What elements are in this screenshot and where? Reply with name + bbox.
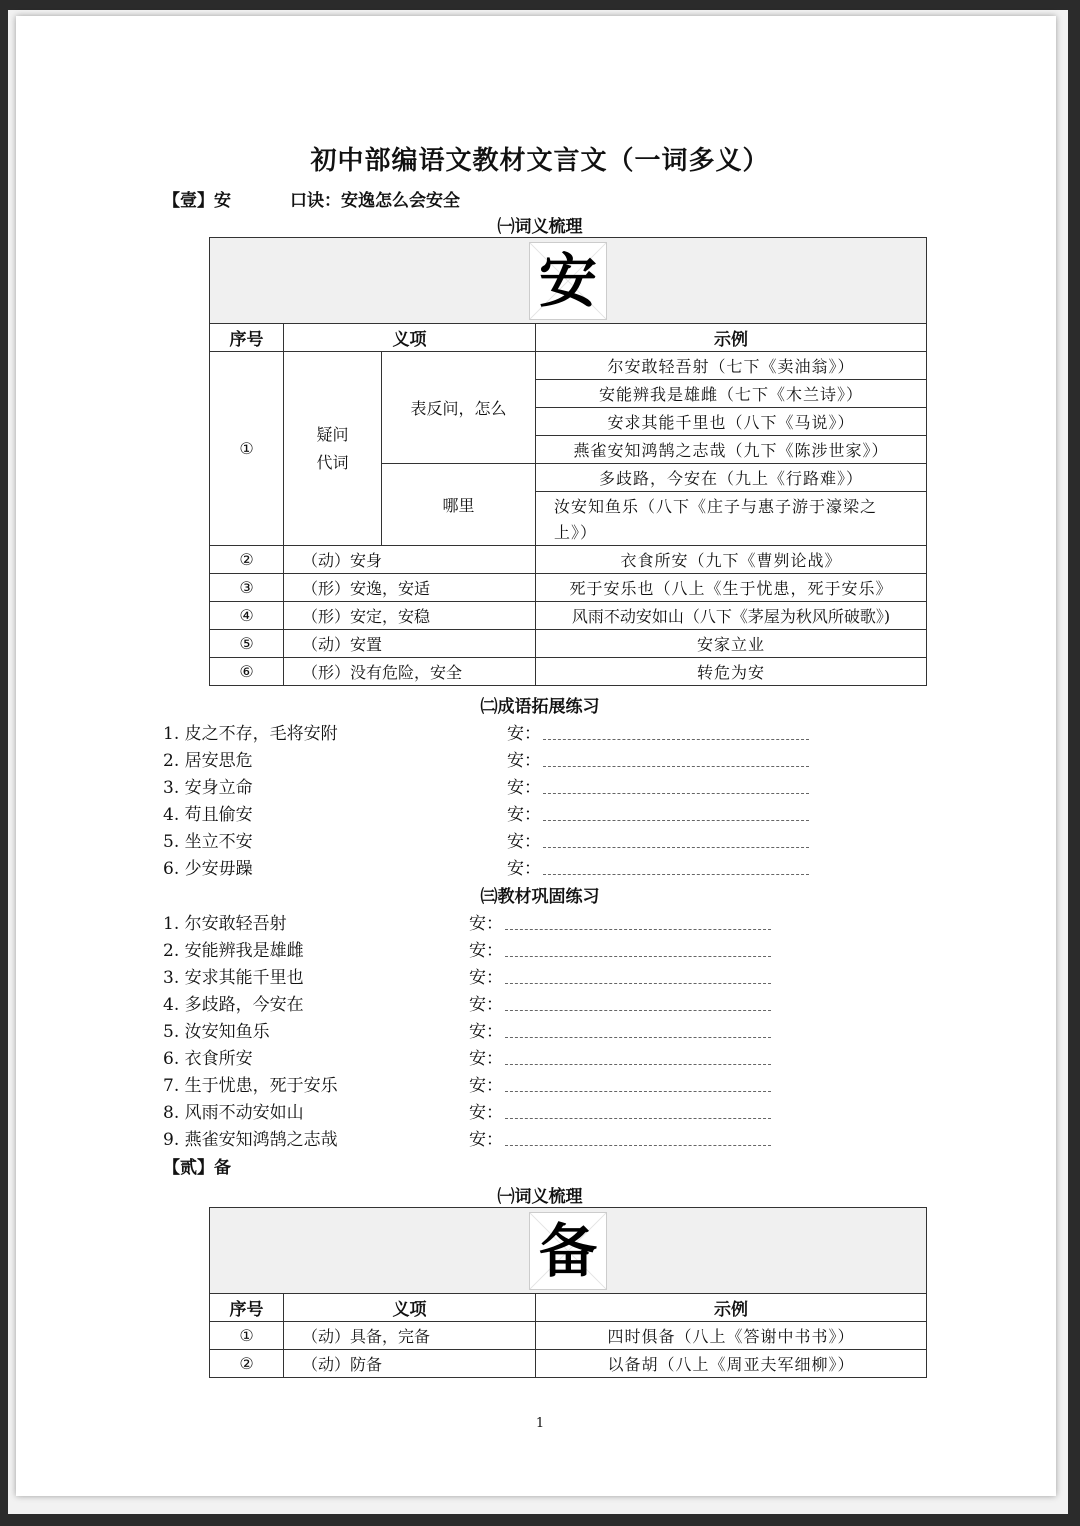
answer-blank-line[interactable] [505,1064,771,1065]
sense-cell: 表反问，怎么 [382,352,536,464]
example-cell: 死于安乐也（八上《生于忧患，死于安乐》 [536,574,927,602]
answer-blank-line[interactable] [505,956,771,957]
section-2-sub-heading-1: ㈠词义梳理 [497,1187,583,1207]
section-1-sub-heading-1: ㈠词义梳理 [497,217,583,237]
sense-cell: （动）安身 [284,546,536,574]
hero-character: 安 [538,246,597,315]
answer-blank-line[interactable] [505,929,771,930]
sense-cell: （形）安定，安稳 [284,602,536,630]
answer-blank-line[interactable] [543,847,809,848]
hero-character: 备 [538,1216,597,1285]
word-meaning-table-an [209,237,927,686]
header-sense: 义项 [284,1294,536,1322]
answer-label: 安： [469,914,503,934]
section-1-mnemonic: 口诀：安逸怎么会安全 [290,191,460,211]
example-cell: 尔安敢轻吾射（七下《卖油翁》） [536,352,927,380]
answer-label: 安： [469,1103,503,1123]
section-1-label: 【壹】安 [163,191,231,211]
header-number: 序号 [210,1294,284,1322]
answer-blank-line[interactable] [505,1037,771,1038]
sense-cell: （动）防备 [284,1350,536,1378]
drill-item: 2. 安能辨我是雄雌 [163,941,304,961]
example-cell: 安家立业 [536,630,927,658]
answer-label: 安： [469,941,503,961]
drill-item: 4. 多歧路，今安在 [163,995,304,1015]
category-line-2: 代词 [316,452,349,472]
sense-cell: 哪里 [382,464,536,546]
answer-blank-line[interactable] [505,1091,771,1092]
drill-item: 9. 燕雀安知鸿鹄之志哉 [163,1130,338,1150]
example-cell: 燕雀安知鸿鹄之志哉（九下《陈涉世家》） [536,436,927,464]
example-cell: 安求其能千里也（八下《马说》） [536,408,927,436]
row-number: ⑥ [210,658,284,686]
section-1-sub-heading-3: ㈢教材巩固练习 [480,887,600,907]
row-number: ① [210,352,284,546]
idiom-item: 6. 少安毋躁 [163,859,253,879]
answer-blank-line[interactable] [543,739,809,740]
answer-label: 安： [507,859,541,879]
row-number: ② [210,546,284,574]
drill-item: 7. 生于忧患，死于安乐 [163,1076,338,1096]
idiom-item: 4. 苟且偷安 [163,805,253,825]
answer-blank-line[interactable] [543,766,809,767]
answer-label: 安： [469,1130,503,1150]
section-1-sub-heading-2: ㈡成语拓展练习 [480,697,600,717]
answer-blank-line[interactable] [543,820,809,821]
drill-item: 3. 安求其能千里也 [163,968,304,988]
header-example: 示例 [536,324,927,352]
answer-label: 安： [469,1022,503,1042]
word-meaning-table-bei [209,1207,927,1378]
drill-item: 6. 衣食所安 [163,1049,253,1069]
answer-blank-line[interactable] [505,1010,771,1011]
sense-cell: （动）具备，完备 [284,1322,536,1350]
row-number: ③ [210,574,284,602]
example-cell: 转危为安 [536,658,927,686]
drill-item: 5. 汝安知鱼乐 [163,1022,270,1042]
example-cell: 多歧路，今安在（九上《行路难》） [536,464,927,492]
example-cell: 以备胡（八上《周亚夫军细柳》） [536,1350,927,1378]
header-example: 示例 [536,1294,927,1322]
answer-label: 安： [469,1076,503,1096]
sense-cell: （形）没有危险，安全 [284,658,536,686]
row-number: ④ [210,602,284,630]
answer-label: 安： [507,724,541,744]
example-cell: 四时俱备（八上《答谢中书书》） [536,1322,927,1350]
example-cell: 衣食所安（九下《曹刿论战》 [536,546,927,574]
character-tile [529,242,607,320]
header-number: 序号 [210,324,284,352]
document-title: 初中部编语文教材文言文（一词多义） [310,146,770,176]
drill-item: 1. 尔安敢轻吾射 [163,914,287,934]
answer-label: 安： [469,1049,503,1069]
answer-label: 安： [507,751,541,771]
answer-label: 安： [507,778,541,798]
row-number: ① [210,1322,284,1350]
hero-character-cell [210,238,927,324]
sense-cell: （动）安置 [284,630,536,658]
header-sense: 义项 [284,324,536,352]
page-number: 1 [535,1416,545,1431]
answer-label: 安： [507,832,541,852]
category-line-1: 疑问 [316,424,349,444]
row-number: ⑤ [210,630,284,658]
category-cell [284,352,382,546]
idiom-item: 1. 皮之不存，毛将安附 [163,724,338,744]
answer-label: 安： [469,995,503,1015]
idiom-item: 5. 坐立不安 [163,832,253,852]
answer-blank-line[interactable] [543,874,809,875]
idiom-item: 2. 居安思危 [163,751,253,771]
answer-label: 安： [469,968,503,988]
hero-character-cell [210,1208,927,1294]
sense-cell: （形）安逸，安适 [284,574,536,602]
answer-label: 安： [507,805,541,825]
character-tile [529,1212,607,1290]
row-number: ② [210,1350,284,1378]
answer-blank-line[interactable] [505,1145,771,1146]
answer-blank-line[interactable] [505,1118,771,1119]
example-cell: 汝安知鱼乐（八下《庄子与惠子游于濠梁之 [536,492,927,519]
idiom-item: 3. 安身立命 [163,778,253,798]
answer-blank-line[interactable] [543,793,809,794]
example-cell: 安能辨我是雄雌（七下《木兰诗》） [536,380,927,408]
example-cell: 风雨不动安如山（八下《茅屋为秋风所破歌》) [536,602,927,630]
section-2-label: 【贰】备 [163,1158,231,1178]
drill-item: 8. 风雨不动安如山 [163,1103,304,1123]
answer-blank-line[interactable] [505,983,771,984]
example-cell-continued: 上》） [536,519,927,546]
